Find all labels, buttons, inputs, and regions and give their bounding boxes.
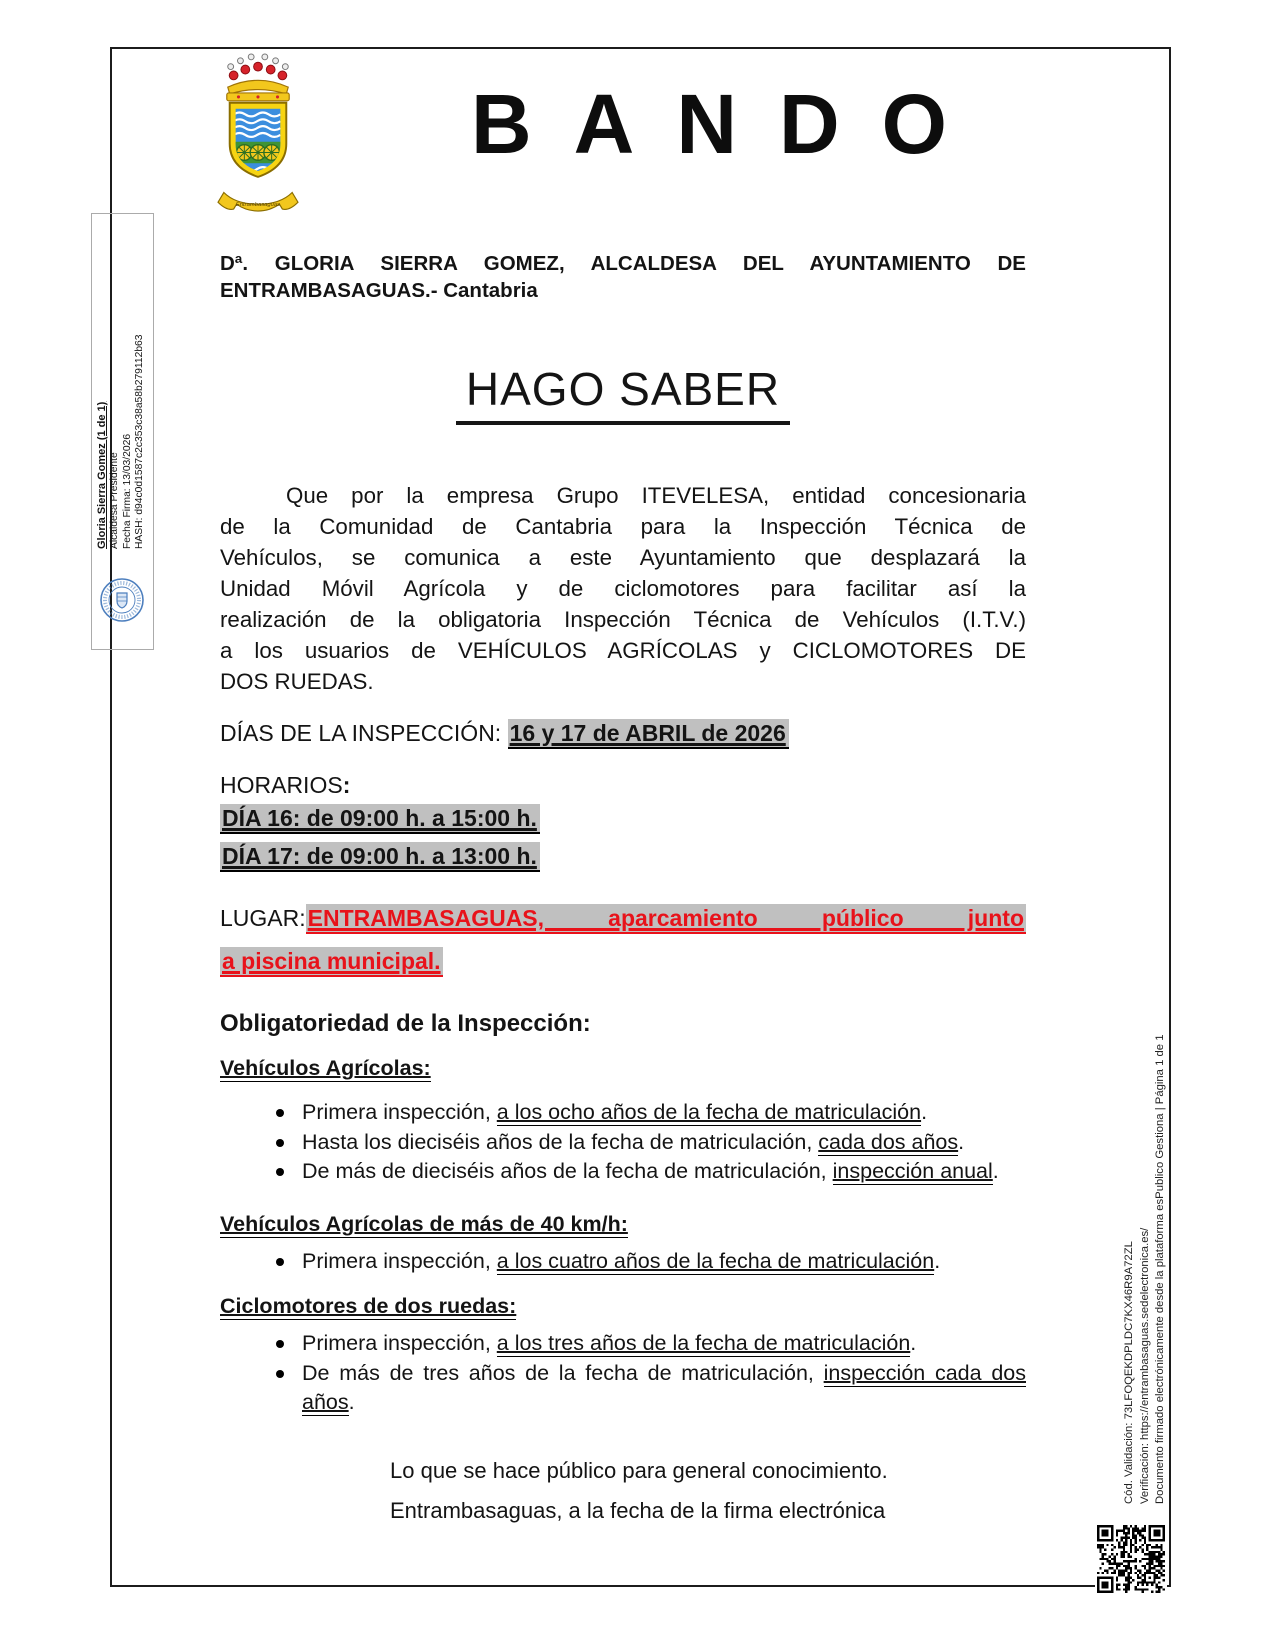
location-line <box>220 903 1026 933</box>
bullet-list-agricolas-40kmh <box>268 1247 1026 1277</box>
authority-line-1: Dª. GLORIA SIERRA GOMEZ, ALCALDESA DEL AYUNTAMIENTO DE <box>220 252 1026 275</box>
paragraph-line: DOS RUEDAS. <box>220 669 374 694</box>
ribbon-banner <box>218 192 298 211</box>
crown-icon <box>227 54 289 101</box>
signing-place-line: Entrambasaguas, a la fecha de la firma electrónica <box>390 1498 886 1523</box>
bullet-list-agricolas <box>268 1098 1026 1187</box>
bullet-item: Primera inspección, a los tres años de la fecha de matriculación. <box>268 1329 1026 1359</box>
bullet-list-ciclomotores <box>268 1329 1026 1418</box>
hago-saber-text: HAGO SABER <box>456 362 790 425</box>
verification-url: Verificación: https://entrambasaguas.sedelectronica.es/ <box>1138 1227 1151 1504</box>
authority-statement <box>220 250 1026 304</box>
schedule-colon: : <box>342 772 351 798</box>
day16-schedule <box>220 803 540 833</box>
schedule-label: HORARIOS <box>220 772 343 798</box>
signer-role: Alcaldesa Presidente <box>109 452 120 549</box>
inspection-days-line <box>220 718 1026 748</box>
validation-rotated-block <box>1122 980 1172 1508</box>
inspection-days-label: DÍAS DE LA INSPECCIÓN: <box>220 720 508 746</box>
section-title-agricolas: Vehículos Agrícolas: <box>220 1056 431 1080</box>
qr-code <box>1095 1523 1167 1595</box>
hago-saber-heading <box>220 362 1026 425</box>
coat-of-arms-icon <box>214 52 302 212</box>
paragraph-line: Que por la empresa Grupo ITEVELESA, entidad concesionaria <box>286 483 1026 508</box>
validation-sidebar <box>1122 980 1172 1508</box>
bando-title: BANDO <box>471 77 989 171</box>
bullet-item: Primera inspección, a los ocho años de la fecha de matriculación. <box>268 1098 1026 1128</box>
day17-schedule <box>220 841 540 871</box>
proclamation-paragraph <box>220 480 1026 697</box>
ribbon-text: Entrambasaguas <box>235 202 281 209</box>
bullet-item: De más de dieciséis años de la fecha de matriculación, inspección anual. <box>268 1157 1026 1187</box>
section-title-ciclomotores: Ciclomotores de dos ruedas: <box>220 1294 517 1318</box>
shield-icon <box>230 103 287 197</box>
platform-statement: Documento firmado electrónicamente desde la plataforma esPublico Gestiona | Página 1 de 1 <box>1154 1034 1166 1504</box>
location-value-2: a piscina municipal. <box>220 947 443 977</box>
signature-hash: HASH: d94c0d1587c2c353c38a58b279112b63 <box>134 334 145 549</box>
signature-date: Fecha Firma: 13/03/2026 <box>121 433 133 549</box>
authority-line-2: ENTRAMBASAGUAS.- Cantabria <box>220 279 538 302</box>
paragraph-line: a los usuarios de VEHÍCULOS AGRÍCOLAS y CICLOMOTORES DE <box>220 638 1026 663</box>
inspection-days-value: 16 y 17 de ABRIL de 2026 <box>508 719 789 749</box>
bullet-item: Hasta los dieciséis años de la fecha de matriculación, cada dos años. <box>268 1128 1026 1158</box>
section-title-agricolas-40kmh: Vehículos Agrícolas de más de 40 km/h: <box>220 1212 628 1236</box>
closing-statement: Lo que se hace público para general conocimiento. <box>390 1458 888 1483</box>
location-label: LUGAR: <box>220 905 306 931</box>
paragraph-line: Unidad Móvil Agrícola y de ciclomotores para facilitar así la <box>220 576 1026 601</box>
location-value: ENTRAMBASAGUAS, aparcamiento público junto <box>306 904 1026 934</box>
bullet-item: Primera inspección, a los cuatro años de la fecha de matriculación. <box>268 1247 1026 1277</box>
bullet-item: De más de tres años de la fecha de matriculación, inspección cada dos años. <box>268 1359 1026 1418</box>
official-stamp-icon <box>98 576 146 624</box>
validation-code: Cód. Validación: 73LFOQEKDPLDC7KX46R9A72ZL <box>1123 1241 1135 1504</box>
day17-value: DÍA 17: de 09:00 h. a 13:00 h. <box>220 842 540 872</box>
paragraph-line: de la Comunidad de Cantabria para la Inspección Técnica de <box>220 514 1026 539</box>
paragraph-line: Vehículos, se comunica a este Ayuntamiento que desplazará la <box>220 545 1026 570</box>
schedule-heading <box>220 770 350 800</box>
day16-value: DÍA 16: de 09:00 h. a 15:00 h. <box>220 804 540 834</box>
obligations-heading: Obligatoriedad de la Inspección: <box>220 1010 591 1037</box>
paragraph-line: realización de la obligatoria Inspección Técnica de Vehículos (I.T.V.) <box>220 607 1026 632</box>
signer-name: Gloria Sierra Gomez (1 de 1) <box>96 401 108 549</box>
location-continuation <box>220 946 443 976</box>
